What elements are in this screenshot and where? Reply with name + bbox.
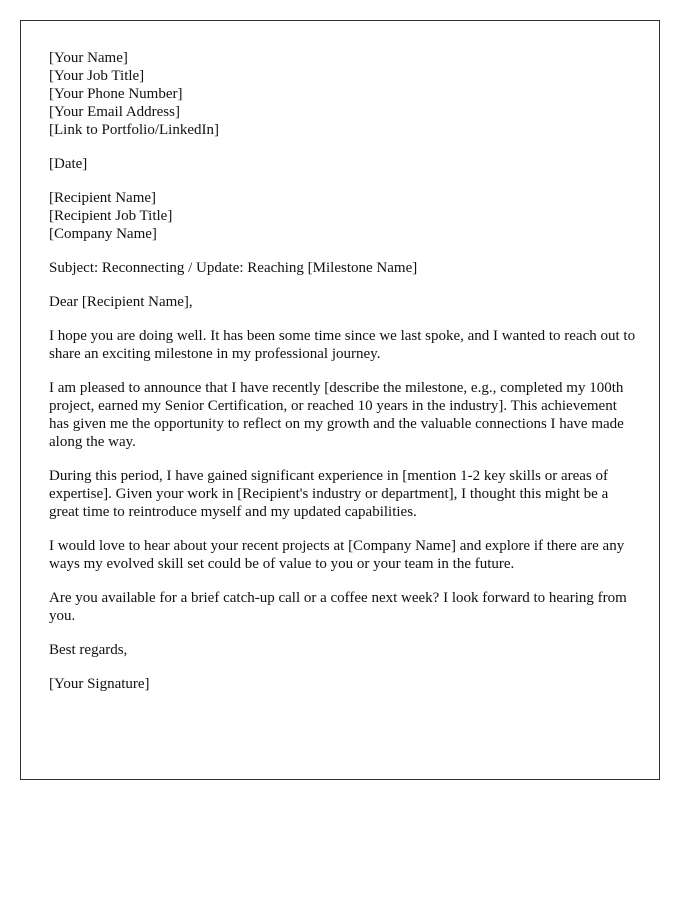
letter-page bbox=[20, 20, 660, 780]
signature: [Your Signature] bbox=[49, 676, 150, 692]
recipient-block bbox=[49, 189, 637, 243]
salutation: Dear [Recipient Name], bbox=[49, 294, 193, 310]
recipient-name: [Recipient Name] bbox=[49, 190, 157, 206]
sender-block bbox=[49, 49, 637, 139]
recipient-company: [Company Name] bbox=[49, 226, 157, 242]
body-paragraph-3: During this period, I have gained significant experience in [mention 1-2 key skills or areas of expertise]. Given your work in [Recipient's industry or department], I thought this might be a great time to reintroduce myself and my updated capabilities. bbox=[49, 468, 609, 520]
body-paragraph-2: I am pleased to announce that I have recently [describe the milestone, e.g., completed my 100th project, earned my Senior Certification, or reached 10 years in the industry]. This achievement has given me the opportunity to reflect on my growth and the valuable connections I have made along the way. bbox=[49, 380, 624, 450]
sender-email: [Your Email Address] bbox=[49, 104, 180, 120]
recipient-job-title: [Recipient Job Title] bbox=[49, 208, 173, 224]
sender-name: [Your Name] bbox=[49, 50, 128, 66]
letter-content bbox=[49, 49, 637, 709]
body-paragraph-1: I hope you are doing well. It has been some time since we last spoke, and I wanted to reach out to share an exciting milestone in my professional journey. bbox=[49, 328, 636, 362]
body-paragraph-5: Are you available for a brief catch-up call or a coffee next week? I look forward to hearing from you. bbox=[49, 590, 627, 624]
closing: Best regards, bbox=[49, 642, 128, 658]
letter-date: [Date] bbox=[49, 156, 88, 172]
date-block bbox=[49, 155, 637, 173]
sender-job-title: [Your Job Title] bbox=[49, 68, 145, 84]
body-paragraph-4: I would love to hear about your recent projects at [Company Name] and explore if there are any ways my evolved skill set could be of value to you or your team in the future. bbox=[49, 538, 625, 572]
subject-line: Subject: Reconnecting / Update: Reaching [Milestone Name] bbox=[49, 260, 418, 276]
sender-link: [Link to Portfolio/LinkedIn] bbox=[49, 122, 219, 138]
sender-phone: [Your Phone Number] bbox=[49, 86, 183, 102]
